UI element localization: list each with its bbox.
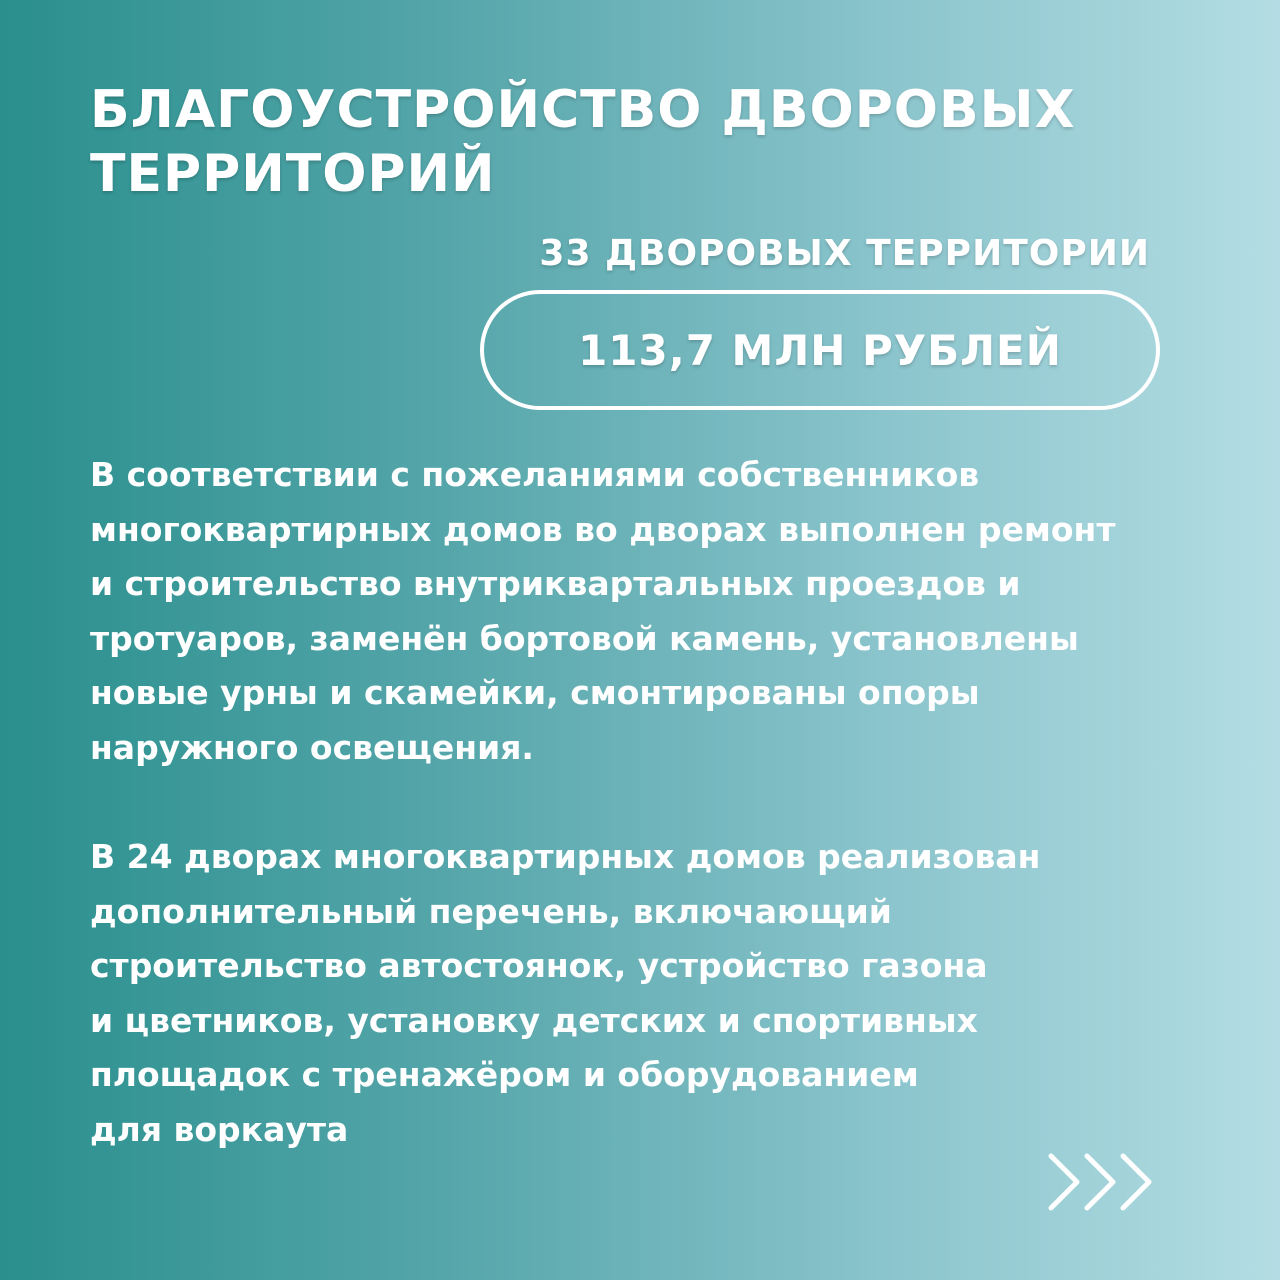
chevrons-right-icon-graphic (1045, 1152, 1155, 1212)
amount-value: 113,7 МЛН РУБЛЕЙ (578, 325, 1062, 375)
page-title: БЛАГОУСТРОЙСТВО ДВОРОВЫХ ТЕРРИТОРИЙ (90, 80, 1076, 204)
chevrons-right-icon[interactable] (1045, 1152, 1155, 1212)
amount-badge (480, 290, 1160, 410)
description-paragraph-1: В соответствии с пожеланиями собственников многоквартирных домов во дворах выполнен ремонт и строительство внутриквартальных проездов и тротуаров, заменён бортовой камень, установлены новые урны и скамейки, смонтированы опоры наружного освещения. (90, 455, 1116, 767)
description-paragraph-2: В 24 дворах многоквартирных домов реализован дополнительный перечень, включающий строительство автостоянок, устройство газона и цветников, установку детских и спортивных площадок с тренажёром и оборудованием для воркаута (90, 837, 1041, 1149)
territories-count: 33 ДВОРОВЫХ ТЕРРИТОРИИ (539, 233, 1150, 274)
